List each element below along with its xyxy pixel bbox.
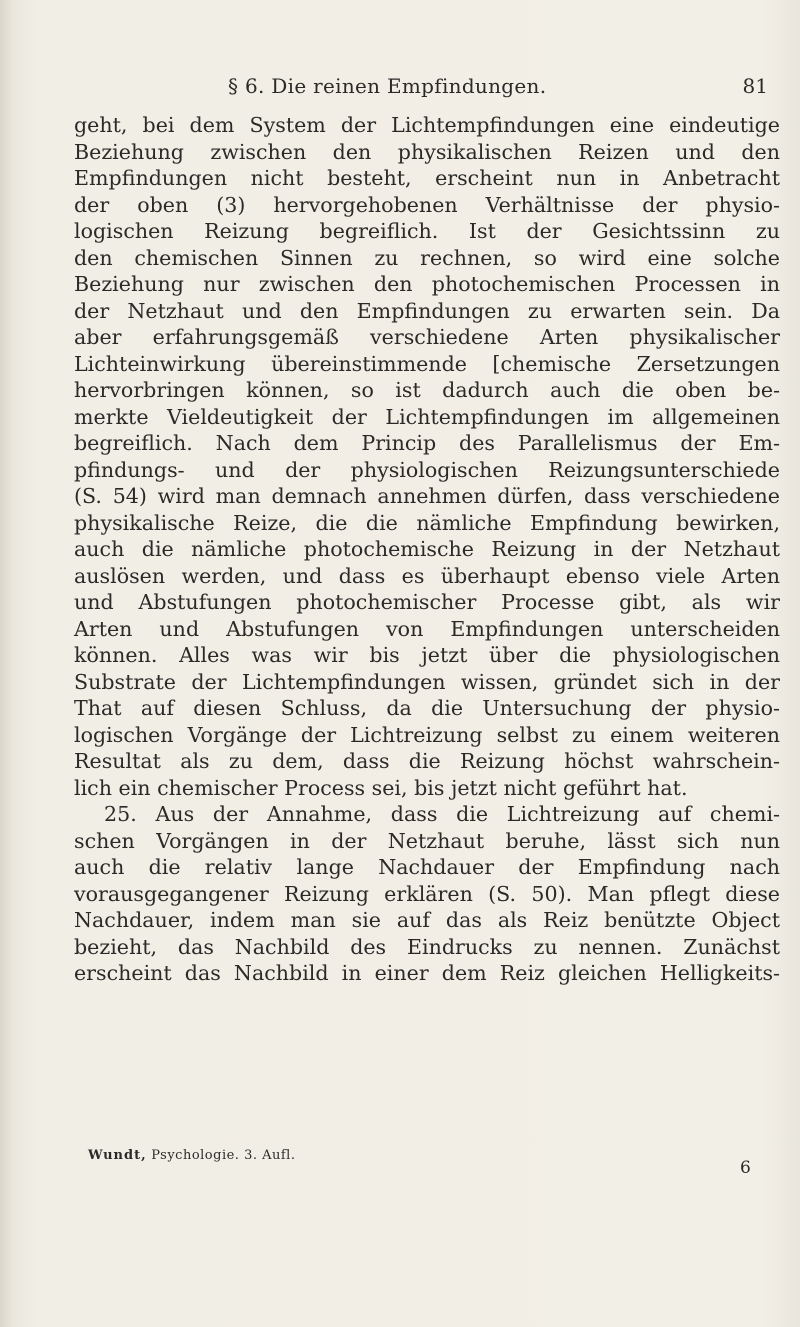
text-line: auslösen werden, und dass es überhaupt ebenso viele Arten bbox=[74, 563, 780, 588]
text-line: Substrate der Lichtempfindungen wissen, gründet sich in der bbox=[74, 669, 780, 694]
printer-signature bbox=[88, 1148, 295, 1163]
paragraph-start-line: 25. Aus der Annahme, dass die Lichtreizung auf chemi- bbox=[104, 802, 780, 826]
section-title: § 6. Die reinen Empfindungen. bbox=[228, 74, 547, 98]
page-number: 81 bbox=[742, 74, 768, 98]
text-line: hervorbringen können, so ist dadurch auch die oben be- bbox=[74, 378, 780, 402]
text-line: Arten und Abstufungen von Empfindungen unterscheiden bbox=[74, 616, 780, 641]
text-line: Nachdauer, indem man sie auf das als Reiz benützte Object bbox=[74, 908, 780, 932]
text-line: auch die nämliche photochemische Reizung in der Netzhaut bbox=[74, 537, 780, 561]
page-footer bbox=[74, 1148, 780, 1178]
text-line: erscheint das Nachbild in einer dem Reiz gleichen Helligkeits- bbox=[74, 961, 780, 985]
running-header bbox=[78, 70, 768, 102]
text-line: schen Vorgängen in der Netzhaut beruhe, lässt sich nun bbox=[74, 828, 780, 853]
text-line: That auf diesen Schluss, da die Untersuchung der physio- bbox=[74, 696, 780, 720]
signature-book: Psychologie. 3. Aufl. bbox=[151, 1148, 296, 1163]
text-line: merkte Vieldeutigkeit der Lichtempfindungen im allgemeinen bbox=[74, 404, 780, 429]
body-text bbox=[74, 112, 780, 987]
text-line: geht, bei dem System der Lichtempfindungen eine eindeutige bbox=[74, 113, 780, 137]
text-line: Empfindungen nicht besteht, erscheint nun in Anbetracht bbox=[74, 166, 780, 190]
text-line: und Abstufungen photochemischer Processe gibt, als wir bbox=[74, 590, 780, 614]
text-line: auch die relativ lange Nachdauer der Empfindung nach bbox=[74, 855, 780, 879]
text-line: (S. 54) wird man demnach annehmen dürfen, dass verschiedene bbox=[74, 484, 780, 508]
text-line: logischen Vorgänge der Lichtreizung selbst zu einem weiteren bbox=[74, 722, 780, 747]
text-line: der oben (3) hervorgehobenen Verhältnisse der physio- bbox=[74, 192, 780, 217]
text-line: der Netzhaut und den Empfindungen zu erwarten sein. Da bbox=[74, 298, 780, 323]
text-line: begreiflich. Nach dem Princip des Parallelismus der Em- bbox=[74, 431, 780, 455]
text-line: pfindungs- und der physiologischen Reizungsunterschiede bbox=[74, 457, 780, 482]
signature-author: Wundt, bbox=[88, 1148, 147, 1163]
text-line: logischen Reizung begreiflich. Ist der Gesichtssinn zu bbox=[74, 219, 780, 243]
text-line: Resultat als zu dem, dass die Reizung höchst wahrschein- bbox=[74, 749, 780, 773]
text-line: bezieht, das Nachbild des Eindrucks zu nennen. Zunächst bbox=[74, 934, 780, 959]
text-line: aber erfahrungsgemäß verschiedene Arten physikalischer bbox=[74, 325, 780, 349]
text-line: physikalische Reize, die die nämliche Empfindung bewirken, bbox=[74, 510, 780, 535]
text-line: Lichteinwirkung übereinstimmende [chemische Zersetzungen bbox=[74, 351, 780, 376]
text-line: Beziehung zwischen den physikalischen Reizen und den bbox=[74, 139, 780, 164]
text-line: den chemischen Sinnen zu rechnen, so wird eine solche bbox=[74, 245, 780, 270]
signature-number: 6 bbox=[740, 1158, 751, 1178]
text-line: vorausgegangener Reizung erklären (S. 50). Man pflegt diese bbox=[74, 881, 780, 906]
text-line: können. Alles was wir bis jetzt über die physiologischen bbox=[74, 643, 780, 667]
text-line: Beziehung nur zwischen den photochemischen Processen in bbox=[74, 272, 780, 296]
text-line: lich ein chemischer Process sei, bis jetzt nicht geführt hat. bbox=[74, 775, 688, 800]
